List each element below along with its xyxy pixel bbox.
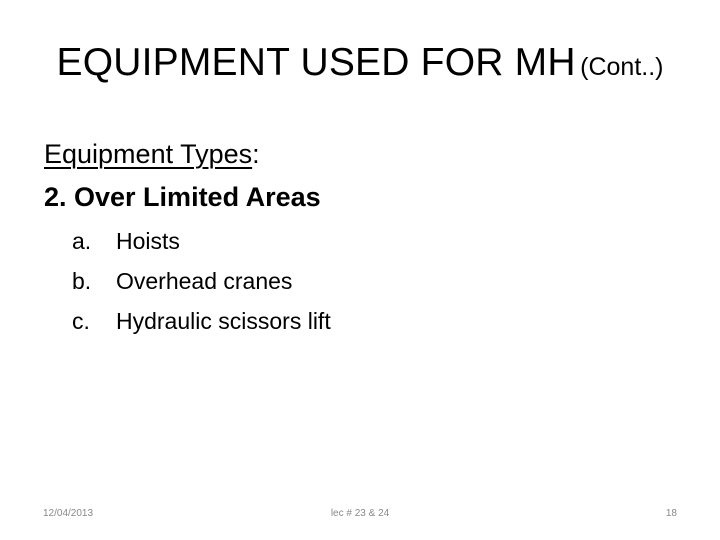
equipment-types-colon: : (252, 139, 260, 169)
list-marker: c. (72, 308, 90, 334)
list-item (72, 221, 331, 261)
list-item-text: Hoists (116, 228, 180, 254)
slide-body (44, 136, 684, 334)
list-item (72, 261, 331, 301)
footer-lecture: lec # 23 & 24 (330, 508, 390, 519)
list-item-text: Overhead cranes (116, 268, 293, 294)
equipment-types-label: Equipment Types (44, 139, 253, 169)
slide-title-sub: (Cont..) (580, 53, 664, 81)
list-marker: b. (72, 268, 92, 294)
list-item (72, 301, 331, 341)
slide-title (0, 42, 720, 85)
equipment-list (72, 221, 331, 341)
equipment-types-line (44, 136, 684, 172)
area-heading: 2. Over Limited Areas (44, 182, 321, 212)
list-item-text: Hydraulic scissors lift (116, 308, 331, 334)
slide-title-main: EQUIPMENT USED FOR MH (56, 41, 576, 84)
footer-page-number: 18 (665, 508, 677, 519)
list-marker: a. (72, 228, 92, 254)
footer-date: 12/04/2013 (43, 508, 94, 519)
